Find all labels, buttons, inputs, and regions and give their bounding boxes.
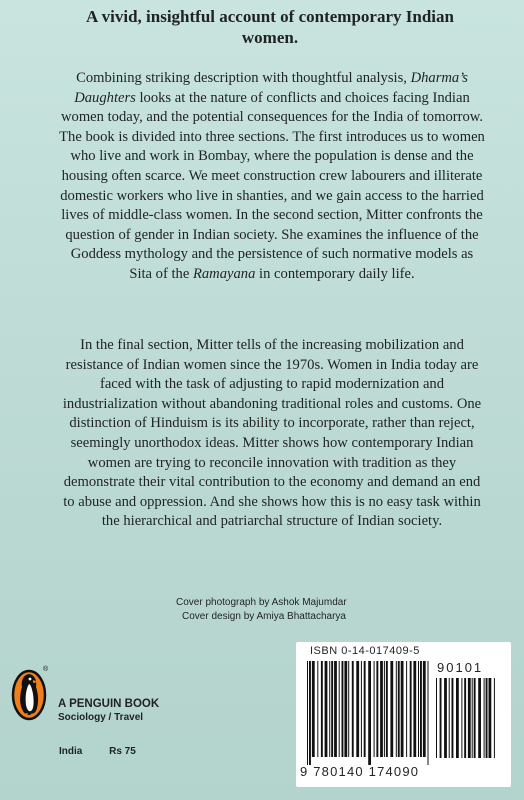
barcode-bar — [449, 678, 450, 758]
blurb-paragraph-1 — [58, 69, 486, 285]
barcode-bar — [484, 678, 485, 758]
barcode-bar — [321, 661, 323, 757]
price-row — [59, 746, 136, 757]
barcode-bar — [413, 661, 416, 757]
barcode-bar — [390, 661, 393, 757]
barcode-bar — [309, 661, 311, 765]
barcode-bar — [494, 678, 495, 758]
barcode-bar — [312, 661, 315, 757]
barcode-bar — [452, 678, 454, 758]
barcode-bar — [474, 678, 476, 758]
barcode-bar — [329, 661, 330, 757]
ean13-barcode-bars — [306, 661, 431, 765]
book-title: Dharma’s Daughters — [74, 70, 468, 106]
blurb-paragraph-2: In the final section, Mitter tells of the increasing mobilization and resistance of Indian women since the 1970s. Women in India today are faced with the task of adjusting to rapid modernization and industrialization without abandoning traditional roles and customs. One distinction of Hinduism is its ability to incorporate, rather than reject, seemingly unorthodox ideas. Mitter shows how contemporary Indian women are trying to reconcile innovation with tradition as they demonstrate their vital contribution to the economy and demand an end to abuse and oppression. And she shows how this is no easy task within the hierarchical and patriarchal structure of Indian society. — [62, 337, 482, 530]
barcode-bar — [489, 678, 492, 758]
barcode-bar — [410, 661, 412, 757]
barcode-bar — [440, 678, 442, 758]
photo-credit: Cover photograph by Ashok Majumdar — [176, 597, 347, 608]
barcode-bar — [396, 661, 397, 757]
price-country: India — [59, 746, 83, 757]
barcode-bar — [334, 661, 337, 757]
barcode-bar — [464, 678, 466, 758]
barcode-bar — [398, 661, 400, 757]
cover-headline: A vivid, insightful account of contemporary Indian women. — [86, 7, 454, 47]
blurb-p1-body: looks at the nature of conflicts and choices facing Indian women today, and the potential consequences for the India of tomorrow. The book is divided into three sections. The first introduces us to women who live and work in Bombay, where the population is dense and the housing often scarce. We meet construction crew labourers and illiterate domestic workers who live in shanties, and we gain access to the harried lives of middle-class women. In the second section, Mitter confronts the question of gender in Indian society. She examines the influence of the Goddess mythology and the persistence of such normative models as Sita of the — [59, 89, 485, 282]
barcode-bar — [325, 661, 328, 757]
epic-title: Ramayana — [192, 265, 256, 282]
barcode-bar — [486, 678, 488, 758]
barcode-bar — [436, 678, 437, 758]
blurb-p1-end: in contemporary daily life. — [255, 265, 415, 282]
barcode-bar — [444, 678, 447, 758]
barcode-bar — [380, 661, 383, 757]
cover-credits — [170, 596, 420, 624]
barcode-bar — [472, 678, 473, 758]
isbn-label: ISBN 0-14-017409-5 — [310, 645, 420, 657]
registered-mark: ® — [43, 666, 49, 673]
barcode-bar — [352, 661, 354, 757]
barcode-bar — [356, 661, 359, 757]
blurb-p1-intro: Combining striking description with thoughtful analysis, — [76, 70, 411, 86]
barcode-bar — [376, 661, 378, 757]
design-credit: Cover design by Amiya Bhattacharya — [182, 611, 346, 622]
barcode-bar — [368, 661, 371, 765]
barcode-bar — [418, 661, 419, 757]
penguin-logo-icon — [10, 665, 50, 721]
barcode-bar — [406, 661, 407, 757]
barcode-bar — [331, 661, 333, 757]
barcode-bar — [348, 661, 349, 757]
barcode-bar — [428, 661, 429, 765]
publisher-name: A PENGUIN BOOK — [58, 698, 160, 710]
barcode-bar — [374, 661, 375, 757]
barcode-bar — [456, 678, 459, 758]
barcode-bar — [468, 678, 471, 758]
barcode-bar — [364, 661, 366, 757]
barcode-bar — [307, 661, 308, 765]
barcode-bar — [384, 661, 385, 757]
barcode-bar — [423, 661, 426, 757]
barcode-bar — [461, 678, 462, 758]
barcode-bar — [386, 661, 388, 757]
barcode-bar — [344, 661, 347, 757]
barcode-bar — [317, 661, 318, 757]
addon-barcode-bars — [435, 678, 499, 766]
barcode-bar — [420, 661, 422, 757]
barcode-bar — [478, 678, 481, 758]
barcode-bar — [361, 661, 362, 757]
book-category: Sociology / Travel — [58, 712, 144, 723]
barcode-bar — [342, 661, 344, 757]
barcode-addon-digits: 90101 — [437, 660, 484, 675]
barcode-bar — [401, 661, 404, 757]
barcode-bar — [339, 661, 340, 757]
publisher-info — [58, 697, 159, 725]
isbn-barcode — [296, 642, 511, 787]
price-amount: Rs 75 — [109, 746, 136, 757]
barcode-digits: 9 780140 174090 — [300, 764, 420, 779]
